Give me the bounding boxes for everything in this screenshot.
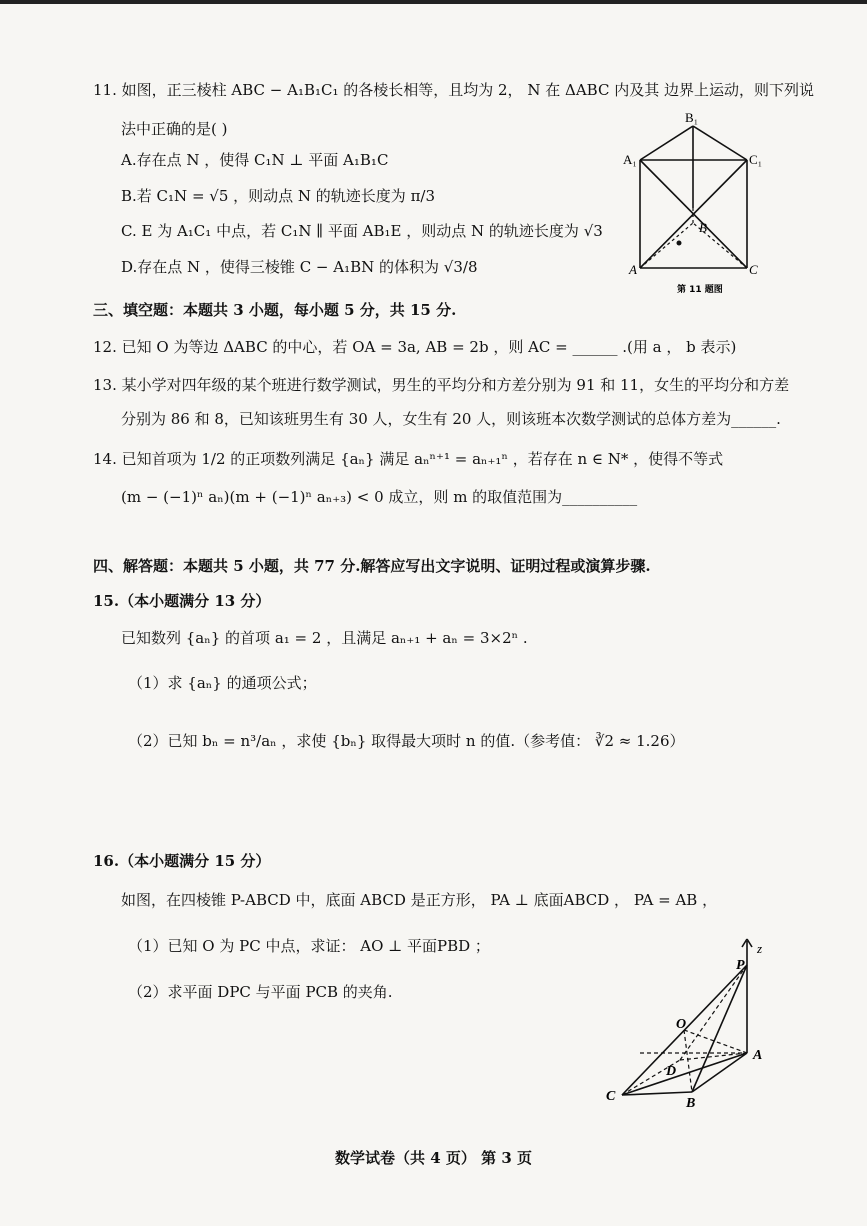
top-border [0, 0, 867, 4]
q16-pyramid-figure [600, 935, 780, 1110]
q11-figure-caption: 第 11 题图 [677, 285, 723, 295]
q15-part2: （2）已知 bₙ = n³/aₙ ，求使 {bₙ} 取得最大项时 n 的值.（参考值： ∛2 ≈ 1.26） [128, 732, 685, 750]
q16-title: 16.（本小题满分 15 分） [93, 852, 271, 870]
q16-label-c: C [606, 1089, 616, 1104]
section3-heading: 三、填空题：本题共 3 小题，每小题 5 分，共 15 分. [93, 301, 457, 319]
q16-label-d: D [666, 1064, 677, 1079]
q12-text: 12. 已知 O 为等边 ΔABC 的中心，若 OA = 3a, AB = 2b ，则 AC = ______ .(用 a ， b 表示) [93, 338, 737, 356]
q16-label-o: O [676, 1017, 687, 1032]
section4-heading: 四、解答题：本题共 5 小题，共 77 分.解答应写出文字说明、证明过程或演算步骤. [93, 557, 651, 575]
q16-part2: （2）求平面 DPC 与平面 PCB 的夹角. [128, 983, 393, 1001]
q11-label-b1: B₁ [685, 110, 699, 125]
q11-label-b: B [699, 220, 707, 235]
q11-label-c1: C₁ [749, 152, 763, 167]
q16-stem: 如图，在四棱锥 P-ABCD 中，底面 ABCD 是正方形， PA ⊥ 底面ABCD ， PA = AB ， [121, 891, 718, 909]
q11-option-c: C. E 为 A₁C₁ 中点，若 C₁N ∥ 平面 AB₁E ，则动点 N 的轨迹长度为 √3 [121, 222, 603, 240]
page-footer: 数学试卷（共 4 页） 第 3 页 [335, 1149, 532, 1167]
q11-line2: 法中正确的是( ) [121, 120, 228, 138]
q16-label-a: A [753, 1048, 763, 1063]
q14-line2: (m − (−1)ⁿ aₙ)(m + (−1)ⁿ aₙ₊₃) < 0 成立，则 m 的取值范围为__________ [121, 488, 638, 506]
q16-label-b: B [686, 1096, 696, 1110]
q11-point-n [677, 241, 682, 246]
q11-label-c: C [749, 262, 758, 277]
q15-title: 15.（本小题满分 13 分） [93, 592, 271, 610]
q11-line1: 11. 如图，正三棱柱 ABC − A₁B₁C₁ 的各棱长相等，且均为 2， N 在 ΔABC 内及其 边界上运动，则下列说 [93, 81, 814, 99]
q16-part1: （1）已知 O 为 PC 中点，求证： AO ⊥ 平面PBD ； [128, 937, 490, 955]
q11-option-b: B.若 C₁N = √5 ，则动点 N 的轨迹长度为 π/3 [121, 187, 436, 205]
q13-line2: 分别为 86 和 8，已知该班男生有 30 人，女生有 20 人，则该班本次数学测试的总体方差为______. [121, 410, 781, 428]
q11-option-a: A.存在点 N ，使得 C₁N ⊥ 平面 A₁B₁C [121, 151, 389, 169]
q13-line1: 13. 某小学对四年级的某个班进行数学测试，男生的平均分和方差分别为 91 和 11，女生的平均分和方差 [93, 376, 790, 394]
q11-prism-figure [615, 108, 775, 298]
q11-label-a: A [629, 262, 637, 277]
q16-label-p: P [736, 958, 745, 973]
q16-label-z: z [757, 941, 763, 956]
q14-line1: 14. 已知首项为 1/2 的正项数列满足 {aₙ} 满足 aₙⁿ⁺¹ = aₙ₊₁ⁿ ，若存在 n ∈ N* ，使得不等式 [93, 450, 724, 468]
q15-part1: （1）求 {aₙ} 的通项公式； [128, 674, 317, 692]
q11-option-d: D.存在点 N ，使得三棱锥 C − A₁BN 的体积为 √3/8 [121, 258, 478, 276]
q15-stem: 已知数列 {aₙ} 的首项 a₁ = 2 ，且满足 aₙ₊₁ + aₙ = 3×2ⁿ . [121, 629, 528, 647]
q11-label-a1: A₁ [623, 152, 637, 167]
